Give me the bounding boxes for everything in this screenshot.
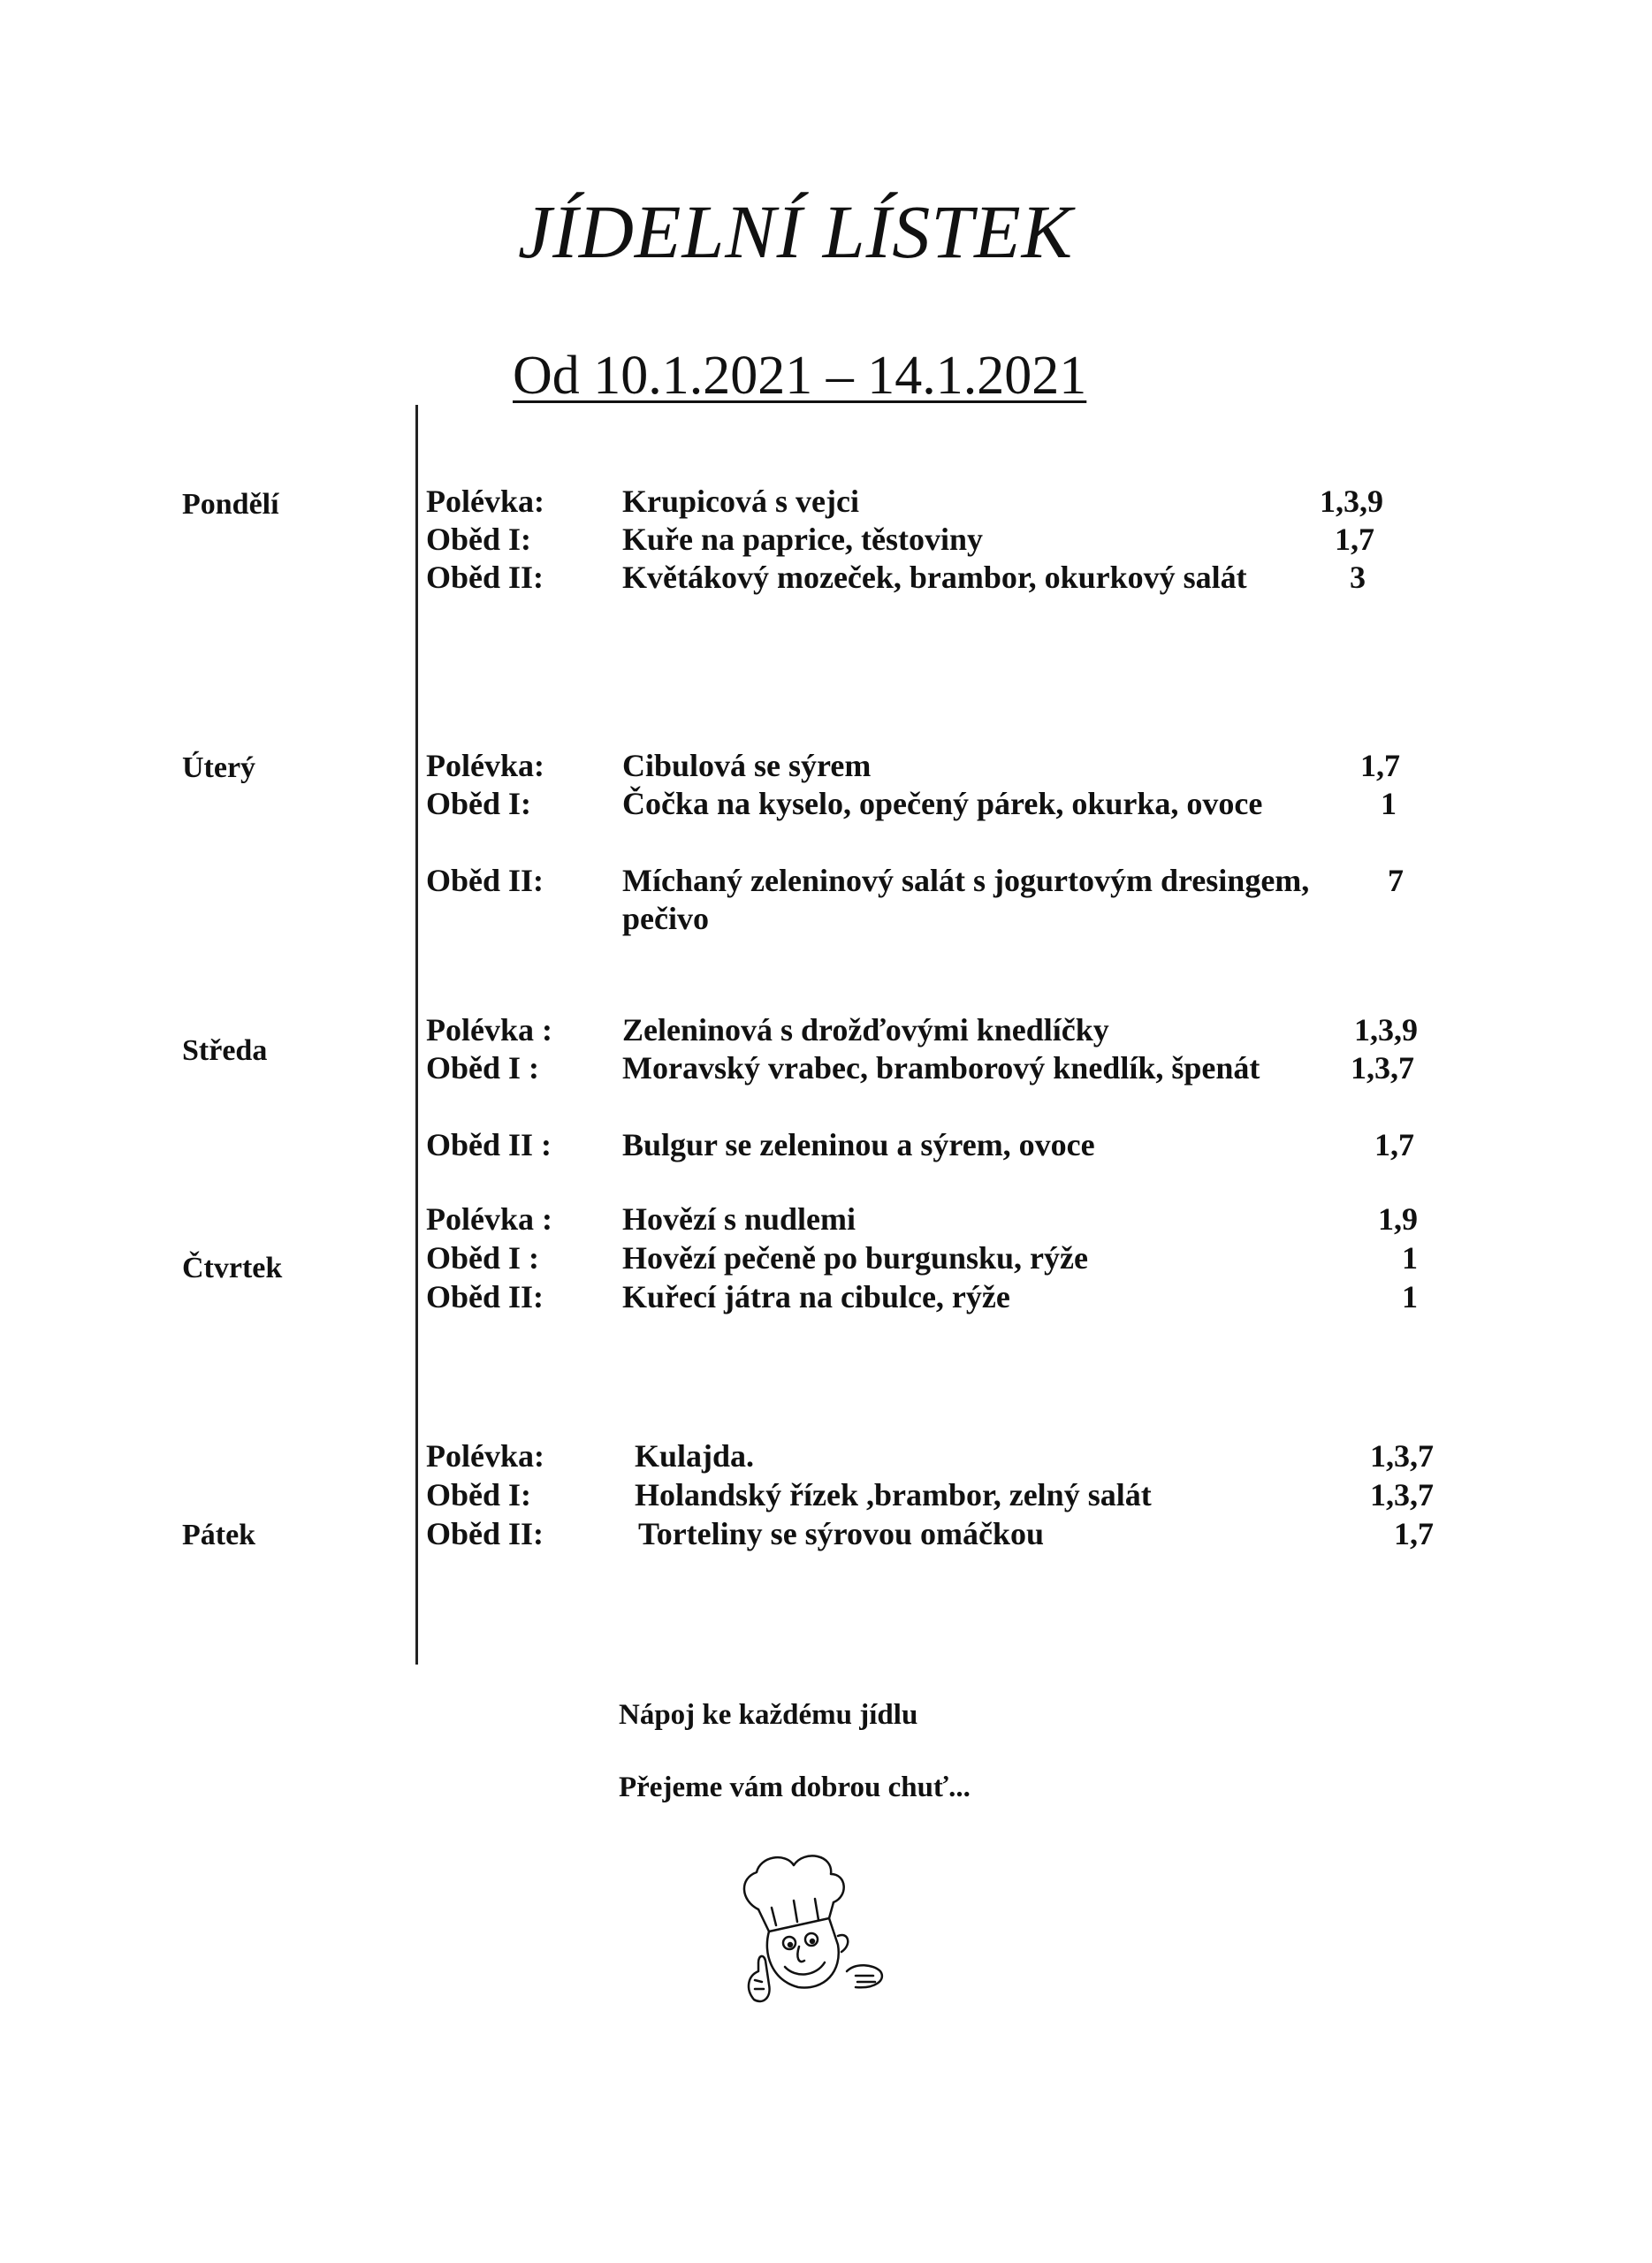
day-wednesday: Středa [182, 1034, 268, 1067]
meal-dish: Míchaný zeleninový salát s jogurtovým dresingem, pečivo [622, 863, 1310, 936]
meal-label: Polévka: [426, 748, 544, 783]
meal-allergens: 1 [1381, 786, 1397, 821]
meal-label: Polévka: [426, 484, 544, 519]
meal-dish: Čočka na kyselo, opečený párek, okurka, ovoce [622, 786, 1263, 821]
meal-allergens: 7 [1388, 863, 1404, 898]
meal-allergens: 1,3,9 [1320, 484, 1383, 519]
meal-allergens: 1,7 [1335, 522, 1374, 557]
day-thursday: Čtvrtek [182, 1252, 283, 1284]
closing-wish: Přejeme vám dobrou chuť... [619, 1772, 971, 1803]
meal-dish: Bulgur se zeleninou a sýrem, ovoce [622, 1127, 1095, 1162]
meal-label: Oběd I: [426, 522, 532, 557]
meal-dish: Cibulová se sýrem [622, 748, 872, 783]
meal-dish: Květákový mozeček, brambor, okurkový salát [622, 560, 1247, 595]
day-tuesday: Úterý [182, 751, 256, 784]
meal-allergens: 1,7 [1374, 1127, 1414, 1162]
meal-label: Oběd II: [426, 863, 544, 898]
meal-allergens: 1,3,7 [1351, 1050, 1414, 1086]
chef-icon [723, 1848, 900, 2011]
meal-label: Oběd I : [426, 1050, 540, 1086]
meal-label: Polévka : [426, 1201, 552, 1237]
meal-allergens: 1,9 [1378, 1201, 1418, 1237]
meal-dish: Moravský vrabec, bramborový knedlík, špenát [622, 1050, 1260, 1086]
meal-allergens: 1,7 [1394, 1516, 1434, 1551]
meal-allergens: 3 [1350, 560, 1366, 595]
meal-dish: Zeleninová s drožďovými knedlíčky [622, 1012, 1109, 1048]
meal-dish: Kuře na paprice, těstoviny [622, 522, 983, 557]
meal-dish: Hovězí pečeně po burgunsku, rýže [622, 1240, 1088, 1276]
meal-label: Oběd I: [426, 786, 532, 821]
meal-dish: Kulajda. [635, 1438, 755, 1474]
meal-allergens: 1,3,7 [1370, 1477, 1434, 1512]
drink-note: Nápoj ke každému jídlu [619, 1699, 918, 1731]
meal-dish: Kuřecí játra na cibulce, rýže [622, 1279, 1010, 1314]
day-friday: Pátek [182, 1519, 256, 1551]
meal-label: Oběd II : [426, 1127, 552, 1162]
meal-label: Oběd II: [426, 1279, 544, 1314]
meal-label: Polévka : [426, 1012, 552, 1048]
day-monday: Pondělí [182, 488, 279, 521]
column-divider [415, 405, 418, 1665]
meal-label: Oběd II: [426, 1516, 544, 1551]
meal-dish: Hovězí s nudlemi [622, 1201, 856, 1237]
meal-label: Oběd II: [426, 560, 544, 595]
menu-title: JÍDELNÍ LÍSTEK [518, 189, 1073, 274]
date-range: Od 10.1.2021 – 14.1.2021 [513, 346, 1087, 406]
meal-allergens: 1 [1402, 1279, 1418, 1314]
meal-dish: Holandský řízek ,brambor, zelný salát [635, 1477, 1152, 1512]
meal-dish: Torteliny se sýrovou omáčkou [638, 1516, 1045, 1551]
meal-label: Polévka: [426, 1438, 544, 1474]
meal-dish: Krupicová s vejci [622, 484, 859, 519]
meal-allergens: 1,7 [1360, 748, 1400, 783]
meal-label: Oběd I: [426, 1477, 532, 1512]
meal-allergens: 1,3,7 [1370, 1438, 1434, 1474]
meal-allergens: 1 [1402, 1240, 1418, 1276]
meal-label: Oběd I : [426, 1240, 540, 1276]
meal-allergens: 1,3,9 [1354, 1012, 1418, 1048]
